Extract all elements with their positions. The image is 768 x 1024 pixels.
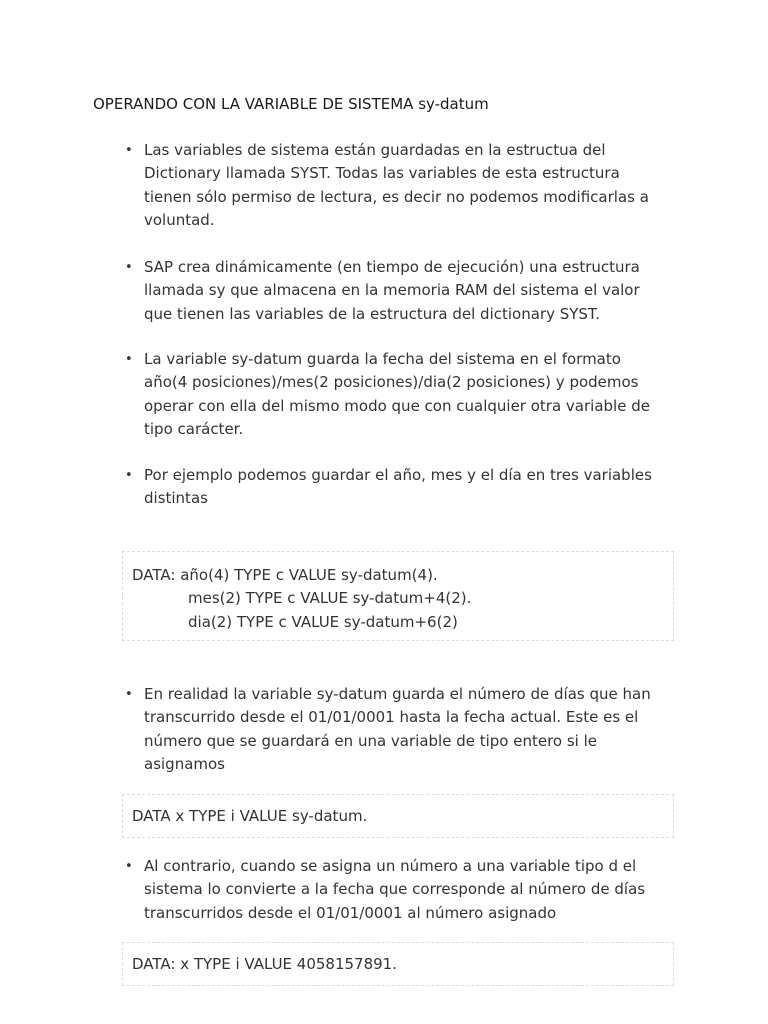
list-item-line: transcurrido desde el 01/01/0001 hasta la fecha actual. Este es el [144,708,639,727]
code-line: DATA: x TYPE i VALUE 4058157891. [132,955,397,973]
code-line: dia(2) TYPE c VALUE sy-datum+6(2) [188,612,458,631]
list-item-line: La variable sy-datum guarda la fecha del sistema en el formato [144,350,621,368]
list-item [125,348,684,441]
code-block [122,942,674,986]
list-item-line: voluntad. [144,210,215,229]
list-item-line: Por ejemplo podemos guardar el año, mes y el día en tres variables [144,466,652,484]
list-item-line: Dictionary llamada SYST. Todas las variables de esta estructura [144,164,620,183]
list-item-line: operar con ella del mismo modo que con cualquier otra variable de [144,396,650,415]
code-block [122,551,674,641]
bullet-icon: • [125,468,133,483]
list-item-line: que tienen las variables de la estructura del dictionary SYST. [144,304,601,323]
code-line: mes(2) TYPE c VALUE sy-datum+4(2). [188,589,472,608]
code-line: DATA x TYPE i VALUE sy-datum. [132,807,368,825]
bullet-icon: • [125,859,133,874]
list-item-line: sistema lo convierte a la fecha que corresponde al número de días [144,880,646,899]
list-item [125,855,684,925]
list-item-line: transcurridos desde el 01/01/0001 al número asignado [144,903,557,922]
bullet-icon: • [125,687,133,702]
bullet-icon: • [125,143,133,158]
bullet-icon: • [125,352,133,367]
list-item-line: Las variables de sistema están guardadas en la estructua del [144,141,606,159]
list-item-line: SAP crea dinámicamente (en tiempo de ejecución) una estructura [144,258,640,276]
list-item [125,683,684,776]
bullet-icon: • [125,260,133,275]
list-item-line: asignamos [144,754,225,773]
list-item [125,139,684,232]
code-block [122,794,674,838]
list-item-line: Al contrario, cuando se asigna un número a una variable tipo d el [144,857,637,875]
list-item [125,464,684,511]
list-item-line: tipo carácter. [144,419,244,438]
list-item-line: llamada sy que almacena en la memoria RAM del sistema el valor [144,281,640,300]
list-item-line: año(4 posiciones)/mes(2 posiciones)/dia(2 posiciones) y podemos [144,373,639,392]
list-item-line: En realidad la variable sy-datum guarda el número de días que han [144,685,651,703]
document-title: OPERANDO CON LA VARIABLE DE SISTEMA sy-datum [93,95,489,113]
list-item-line: distintas [144,489,208,508]
list-item-line: número que se guardará en una variable de tipo entero si le [144,731,598,750]
list-item [125,256,684,326]
list-item-line: tienen sólo permiso de lectura, es decir no podemos modificarlas a [144,187,649,206]
code-line: DATA: año(4) TYPE c VALUE sy-datum(4). [132,566,438,584]
